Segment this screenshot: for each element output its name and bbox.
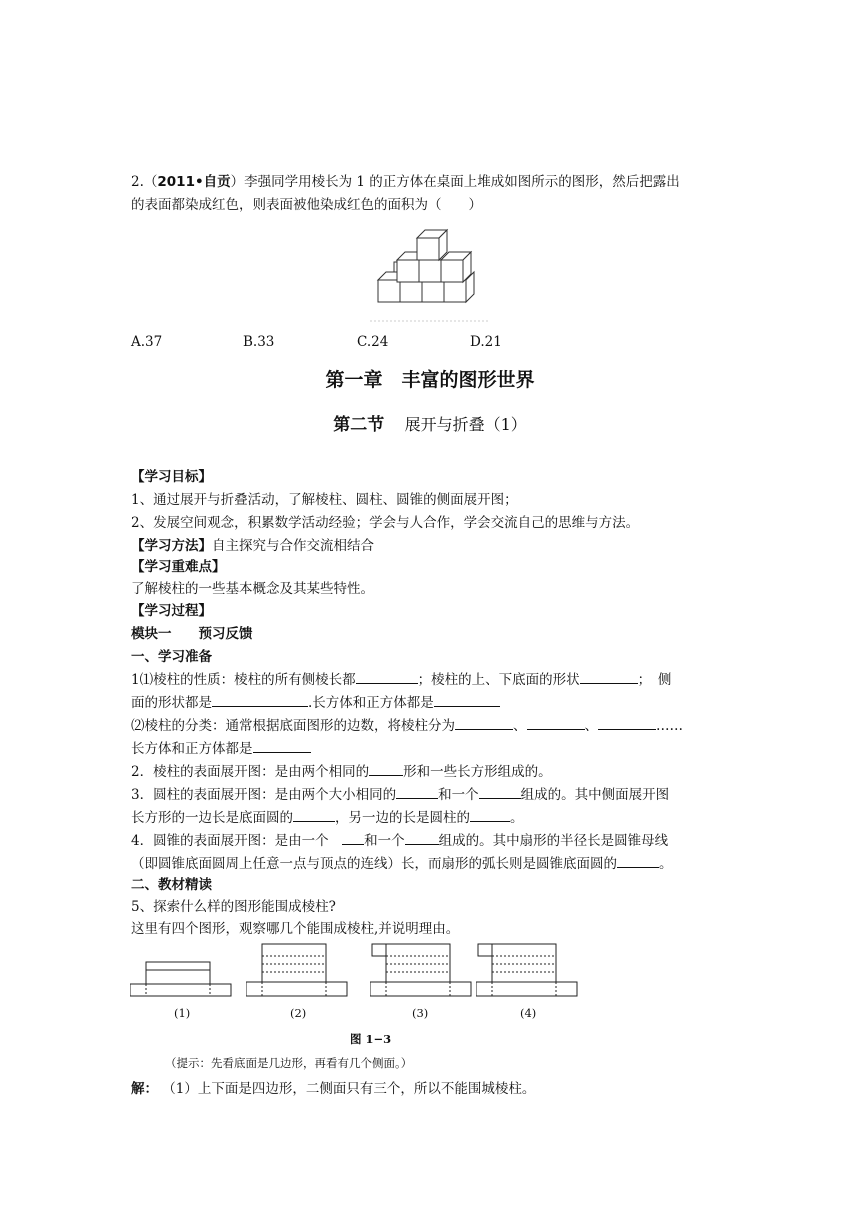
p3-text-a3: 组成的。其中侧面展开图	[520, 787, 670, 803]
p1-text-a2: ；棱柱的上、下底面的形状	[417, 672, 580, 688]
p4-line1	[131, 830, 668, 851]
section-name: 展开与折叠（1）	[404, 415, 527, 434]
answer-text: （1）上下面是四边形，二侧面只有三个，所以不能围城棱柱。	[162, 1081, 536, 1097]
p4-text-b2: 。	[659, 856, 673, 872]
blank-circumference	[293, 807, 335, 822]
p3-text-a1: 3．圆柱的表面展开图：是由两个大小相同的	[131, 787, 397, 803]
blank-side-shape	[212, 692, 308, 707]
blank-cylinder-base	[396, 784, 438, 799]
goal-item-2: 2、发展空间观念，积累数学活动经验；学会与人合作，学会交流自己的思维与方法。	[131, 515, 640, 531]
goals-heading: 【学习目标】	[131, 469, 212, 485]
p3-line1	[131, 784, 669, 805]
p2-text-a: 2．棱柱的表面展开图：是由两个相同的	[131, 764, 370, 780]
p1-text-a3: ； 侧	[637, 672, 672, 688]
cube-pile-figure	[370, 222, 490, 324]
blank-cone-circumference	[617, 853, 659, 868]
q2-prefix: 2.（	[131, 174, 158, 190]
p1-text-b2: .长方体和正方体都是	[308, 695, 434, 711]
p3-text-b3: 。	[510, 810, 524, 826]
blank-class-2	[527, 715, 585, 730]
net-figure-3	[370, 942, 472, 1000]
blank-cylinder-height	[470, 807, 510, 822]
p1-text-c1: ⑵棱柱的分类：通常根据底面图形的边数，将棱柱分为	[131, 718, 455, 734]
option-a: A.37	[131, 334, 163, 350]
chapter-title: 第一章 丰富的图形世界	[325, 369, 535, 391]
p1-text-d1: 长方体和正方体都是	[131, 741, 253, 757]
answer-label: 解：	[131, 1081, 158, 1097]
p3-line2	[131, 807, 524, 828]
method-line	[131, 536, 374, 556]
p3-text-b1: 长方形的一边长是底面圆的	[131, 810, 293, 826]
p1-line1	[131, 669, 671, 690]
p1-line4	[131, 738, 311, 759]
method-text: 自主探究与合作交流相结合	[212, 538, 374, 554]
blank-lateral-edge	[356, 669, 418, 684]
fig-label-3: (3)	[412, 1006, 429, 1020]
section-label: 第二节	[333, 415, 385, 435]
module1-heading: 模块一 预习反馈	[131, 626, 253, 642]
prep-heading: 一、学习准备	[131, 649, 212, 665]
q2-source: 2011•自贡	[157, 174, 231, 190]
p1-text-c2: 、	[513, 718, 527, 734]
q5-question: 5、探索什么样的图形能围成棱柱?	[131, 899, 336, 915]
p4-text-a2: 和一个	[364, 833, 405, 849]
blank-class-3	[598, 715, 656, 730]
p1-line2	[131, 692, 500, 713]
blank-cylinder-side	[479, 784, 521, 799]
p4-line2	[131, 853, 673, 874]
goal-item-1: 1、通过展开与折叠活动，了解棱柱、圆柱、圆锥的侧面展开图；	[131, 492, 518, 508]
q2-line2: 的表面都染成红色，则表面被他染成红色的面积为（ ）	[131, 197, 482, 213]
p1-text-c4: ……	[656, 718, 683, 734]
p3-text-a2: 和一个	[438, 787, 479, 803]
textbook-heading: 二、教材精读	[131, 877, 212, 893]
hint-text: （提示：先看底面是几边形，再看有几个侧面。）	[165, 1056, 413, 1070]
p4-text-b1: （即圆锥底面圆周上任意一点与顶点的连线）长，而扇形的弧长则是圆锥底面圆的	[131, 856, 617, 872]
blank-cone-sector	[342, 830, 364, 845]
section-title	[0, 410, 860, 435]
p3-text-b2: ，另一边的长是圆柱的	[335, 810, 470, 826]
key-heading: 【学习重难点】	[131, 559, 226, 575]
fig-label-2: (2)	[290, 1006, 307, 1020]
blank-class-1	[455, 715, 513, 730]
answer-line	[131, 1079, 535, 1099]
option-b: B.33	[243, 334, 275, 350]
p1-text-c3: 、	[584, 718, 598, 734]
fig-label-1: (1)	[174, 1006, 191, 1020]
blank-cuboid-class	[253, 738, 311, 753]
net-figure-4	[476, 942, 578, 1000]
net-figure-2	[246, 942, 348, 1000]
process-heading: 【学习过程】	[131, 603, 212, 619]
p1-text-b1: 面的形状都是	[131, 695, 212, 711]
blank-cuboid-type	[434, 692, 500, 707]
p2-line	[131, 761, 552, 782]
p4-text-a3: 组成的。其中扇形的半径长是圆锥母线	[438, 833, 669, 849]
blank-cone-circle	[405, 830, 439, 845]
p4-text-a1: 4．圆锥的表面展开图：是由一个	[131, 833, 343, 849]
option-d: D.21	[470, 334, 502, 350]
option-c: C.24	[357, 334, 389, 350]
key-text: 了解棱柱的一些基本概念及其某些特性。	[131, 581, 374, 597]
blank-base-shape	[580, 669, 638, 684]
p2-text-b: 形和一些长方形组成的。	[403, 764, 552, 780]
blank-prism-base	[369, 761, 403, 776]
figure-caption: 图 1−3	[350, 1032, 392, 1046]
fig-label-4: (4)	[520, 1006, 537, 1020]
q5-instruction: 这里有四个图形，观察哪几个能围成棱柱,并说明理由。	[131, 921, 460, 937]
p1-line3	[131, 715, 683, 736]
p1-text-a1: 1⑴棱柱的性质：棱柱的所有侧棱长都	[131, 672, 356, 688]
q2-text: ）李强同学用棱长为 1 的正方体在桌面上堆成如图所示的图形，然后把露出	[230, 174, 680, 190]
q2-line1	[131, 172, 680, 192]
net-figure-1	[130, 948, 232, 1000]
method-heading: 【学习方法】	[131, 538, 212, 554]
